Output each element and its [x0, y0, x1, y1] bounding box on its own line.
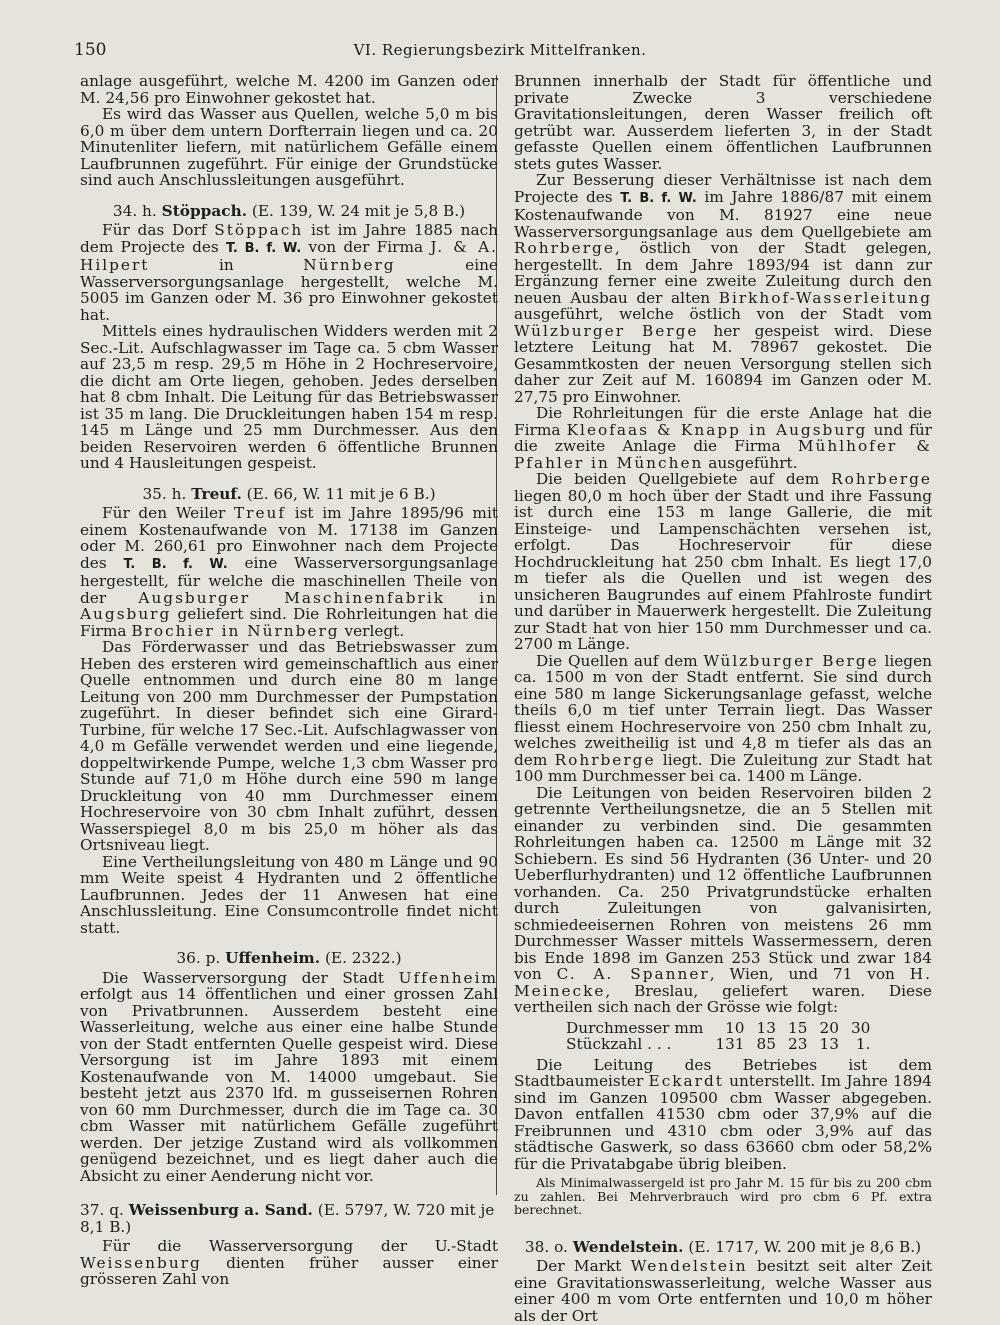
paragraph: Für den Weiler Treuf ist im Jahre 1895/96 mit einem Kostenaufwande von M. 17138 im Ganzen oder M. 260,61 pro Einwohner nach dem Projecte des T. B. f. W. eine Wasserversorgungsanlage hergestellt, für welche die maschinellen Theile von der Augsburger Maschinenfabrik in Augsburg geliefert sind. Die Rohrleitungen hat die Firma Brochier in Nürnberg verlegt.	[80, 504, 499, 640]
table-cell: 1.	[855, 1035, 871, 1053]
section-name: Weissenburg a. Sand.	[128, 1201, 313, 1219]
table-cell: 30	[850, 1018, 871, 1037]
section-info: (E. 66, W. 11 mit je 6 B.)	[246, 484, 436, 503]
section-number: 37. q.	[80, 1201, 124, 1219]
section-heading-wendelstein	[514, 1239, 932, 1256]
paragraph: Die Leitung des Betriebes ist dem Stadtbaumeister Eckardt unterstellt. Im Jahre 1894 sind im Ganzen 109500 cbm Wasser abgegeben. Davon entfallen 41530 cbm oder 37,9% auf die Freibrunnen und 4310 cbm oder 3,9% auf das städtische Gaswerk, so dass 63660 cbm oder 58,2% für die Privatabgabe übrig bleiben.	[514, 1055, 932, 1173]
table-cell: 20	[819, 1018, 839, 1037]
section-number: 38. o.	[524, 1237, 568, 1256]
table-cell: 85	[756, 1035, 777, 1053]
running-head	[0, 40, 1000, 64]
table-cell: 10	[725, 1018, 745, 1037]
section-name: Wendelstein.	[572, 1237, 684, 1256]
paragraph: Mittels eines hydraulischen Widders werden mit 2 Sec.-Lit. Aufschlagwasser im Tage ca. 5 cbm Wasser auf 23,5 m resp. 29,5 m Höhe in 2 Hochreservoire, die dicht am Orte liegen, gehoben. Jedes derselben hat 8 cbm Inhalt. Die Leitung für das Betriebswasser ist 35 m lang. Die Druckleitungen haben 154 m resp. 145 m Länge und 25 mm Durchmesser. Aus den beiden Reservoiren werden 6 öffentliche Brunnen und 4 Hausleitungen gespeist.	[80, 322, 498, 472]
paragraph: Die beiden Quellgebiete auf dem Rohrberge liegen 80,0 m hoch über der Stadt und ihre Fassung ist durch eine 153 m lange Gallerie, die mit Einsteige- und Lampenschächten versehen ist, erfolgt. Das Hochreservoir für diese Hochdruckleitung hat 250 cbm Inhalt. Es liegt 17,0 m tiefer als die Quellen und ist wegen des unsicheren Baugrundes auf einem Pfahlroste fundirt und darüber in Mauerwerk hergestellt. Die Zuleitung zur Stadt hat von hier 150 mm Durchmesser und ca. 2700 m Länge.	[514, 470, 932, 653]
table-cell: 23	[788, 1035, 808, 1053]
paragraph: Eine Vertheilungsleitung von 480 m Länge und 90 mm Weite speist 4 Hydranten und 2 öffentliche Laufbrunnen. Jedes der 11 Anwesen hat eine Anschlussleitung. Eine Consumcontrolle findet nicht statt.	[80, 852, 498, 937]
section-name: Treuf.	[191, 484, 242, 503]
paragraph: Die Leitungen von beiden Reservoiren bilden 2 getrennte Vertheilungsnetze, die an 5 Stellen mit einander zu verbinden sind. Die gesammten Rohrleitungen haben ca. 12500 m Länge mit 32 Schiebern. Es sind 56 Hydranten (36 Unter- und 20 Ueberflurhydranten) und 12 öffentliche Laufbrunnen vorhanden. Ca. 250 Privatgrundstücke erhalten durch Zuleitungen von galvanisirten, schmiedeeisernen Rohren von meistens 26 mm Durchmesser Wasser mittels Wassermessern, deren bis Ende 1898 im Ganzen 253 Stück und zwar 184 von C. A. Spanner, Wien, und 71 von H. Meinecke, Breslau, geliefert waren. Diese vertheilen sich nach der Grösse wie folgt:	[514, 783, 932, 1016]
section-heading-treuf	[80, 486, 498, 503]
table-cell: 15	[788, 1018, 808, 1037]
section-number: 35. h.	[142, 484, 187, 503]
page-number: 150	[74, 40, 107, 60]
paragraph: Der Markt Wendelstein besitzt seit alter Zeit eine Gravitationswasserleitung, welche Wasser aus einer 400 m vom Orte entfernten und 10,0 m höher als der Ort	[514, 1257, 932, 1325]
paragraph: Für die Wasserversorgung der U.-Stadt Weissenburg dienten früher ausser einer grösseren Zahl von	[80, 1237, 498, 1288]
paragraph: Das Förderwasser und das Betriebswasser zum Heben des ersteren wird gemeinschaftlich aus einer Quelle entnommen und durch eine 80 m lange Leitung von 200 mm Durchmesser der Pumpstation zugeführt. In dieser befindet sich eine Girard-Turbine, für welche 17 Sec.-Lit. Aufschlagwasser von 4,0 m Gefälle verwendet werden und eine liegende, doppeltwirkende Pumpe, welche 1,3 cbm Wasser pro Stunde auf 71,0 m Höhe durch eine 590 m lange Druckleitung von 40 mm Durchmesser einem Hochreservoire von 30 cbm Inhalt zuführt, dessen Wasserspiegel 8,0 m bis 25,0 m höher als das Ortsniveau liegt.	[80, 638, 498, 854]
paragraph: Die Wasserversorgung der Stadt Uffenheim erfolgt aus 14 öffentlichen und einer grossen Zahl von Privatbrunnen. Ausserdem besteht eine Wasserleitung, welche aus einer eine halbe Stunde von der Stadt entfernten Quelle gespeist wird. Diese Versorgung ist im Jahre 1893 mit einem Kostenaufwande von M. 14000 umgebaut. Sie besteht jetzt aus 2370 lfd. m gusseisernen Rohren von 60 mm Durchmesser, durch die im Tage ca. 30 cbm Wasser mit natürlichem Gefälle zugeführt werden. Der jetzige Zustand wird als vollkommen genügend bezeichnet, und es liegt daher auch die Absicht zu einer Aenderung nicht vor.	[80, 968, 498, 1185]
paragraph: Zur Besserung dieser Verhältnisse ist nach dem Projecte des T. B. f. W. im Jahre 1886/87 mit einem Kostenaufwande von M. 81927 eine neue Wasserversorgungsanlage aus dem Quellgebiete am Rohrberge, östlich von der Stadt gelegen, hergestellt. In dem Jahre 1893/94 ist dann zur Ergänzung ferner eine zweite Zuleitung durch den neuen Ausbau der alten Birkhof-Wasserleitung ausgeführt, welche östlich von der Stadt vom Wülzburger Berge her gespeist wird. Diese letztere Leitung hat M. 78967 gekostet. Die Gesammtkosten der neuen Versorgung stellen sich daher zur Zeit auf M. 160894 im Ganzen oder M. 27,75 pro Einwohner.	[514, 171, 933, 406]
paragraph: Die Rohrleitungen für die erste Anlage hat die Firma Kleofaas & Knapp in Augsburg und für die zweite Anlage die Firma Mühlhofer & Pfahler in München ausgeführt.	[514, 404, 932, 472]
row-label: Durchmesser mm	[566, 1018, 704, 1037]
section-name: Uffenheim.	[225, 949, 321, 967]
right-column	[514, 73, 932, 1324]
paragraph: anlage ausgeführt, welche M. 4200 im Ganzen oder M. 24,56 pro Einwohner gekostet hat.	[80, 72, 498, 107]
section-name: Stöppach.	[161, 201, 248, 220]
section-number: 34. h.	[112, 201, 157, 220]
paragraph: Die Quellen auf dem Wülzburger Berge liegen ca. 1500 m von der Stadt entfernt. Sie sind durch eine 580 m lange Sickerungsanlage gefasst, welche theils 6,0 m tief unter Terrain liegt. Das Wasser fliesst einem Hochreservoire von 250 cbm Inhalt zu, welches zweitheilig ist und 4,8 m tiefer als das an dem Rohrberge liegt. Die Zuleitung zur Stadt hat 100 mm Durchmesser bei ca. 1400 m Länge.	[514, 651, 932, 785]
footnote: Als Minimalwassergeld ist pro Jahr M. 15 für bis zu 200 cbm zu zahlen. Bei Mehrverbrauch wird pro cbm 6 Pf. extra berechnet.	[514, 1175, 932, 1217]
section-heading-weissenburg	[80, 1202, 498, 1235]
section-info: (E. 2322.)	[324, 949, 402, 967]
section-info: (E. 5797, W. 720 mit je 8,1 B.)	[80, 1201, 495, 1236]
section-info: (E. 139, W. 24 mit je 5,8 B.)	[251, 201, 466, 220]
section-heading-stoeppach	[80, 203, 498, 220]
paragraph: Es wird das Wasser aus Quellen, welche 5,0 m bis 6,0 m über dem untern Dorfterrain liegen und ca. 20 Minutenliter liefern, mit natürlichem Gefälle einem Laufbrunnen zugeführt. Für einige der Grundstücke sind auch Anschlussleitungen ausgeführt.	[80, 105, 498, 189]
section-number: 36. p.	[176, 949, 221, 967]
left-column	[80, 73, 498, 1288]
table-cell: 13	[756, 1018, 777, 1037]
paragraph: Brunnen innerhalb der Stadt für öffentliche und private Zwecke 3 verschiedene Gravitationsleitungen, deren Wasser freilich oft getrübt war. Ausserdem lieferten 3, in der Stadt gefasste Quellen einem öffentlichen Laufbrunnen stets gutes Wasser.	[514, 72, 932, 173]
table-cell: 13	[819, 1035, 839, 1053]
section-info: (E. 1717, W. 200 mit je 8,6 B.)	[688, 1237, 922, 1256]
table-row	[566, 1020, 876, 1037]
row-label: Stückzahl . . .	[566, 1035, 672, 1053]
meter-size-table	[514, 1020, 932, 1053]
paragraph: Für das Dorf Stöppach ist im Jahre 1885 nach dem Projecte des T. B. f. W. von der Firma J. & A. Hilpert in Nürnberg eine Wasserversorgungsanlage hergestellt, welche M. 5005 im Ganzen oder M. 36 pro Einwohner gekostet hat.	[80, 221, 499, 324]
table-cell: 131	[715, 1035, 745, 1053]
page-header-title: VI. Regierungsbezirk Mittelfranken.	[353, 41, 647, 59]
section-heading-uffenheim	[80, 950, 498, 967]
table-row	[566, 1036, 876, 1053]
